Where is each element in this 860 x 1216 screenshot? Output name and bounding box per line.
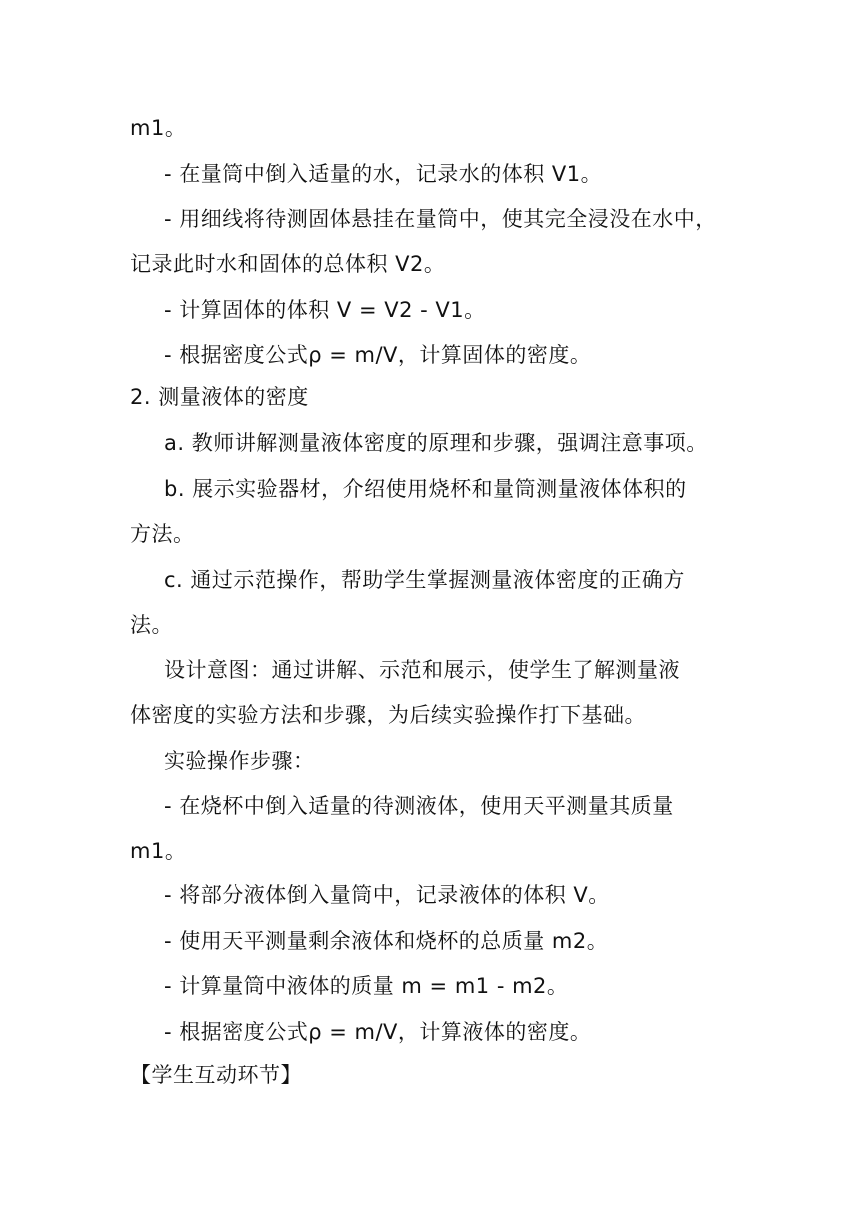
text-line: 法。 [130,613,173,637]
text-line: 方法。 [130,522,195,546]
section-heading: 【学生互动环节】 [130,1063,302,1087]
text-line: - 使用天平测量剩余液体和烧杯的总质量 m2。 [164,929,609,953]
text-line: - 根据密度公式ρ = m/V，计算液体的密度。 [164,1020,592,1044]
text-line: - 根据密度公式ρ = m/V，计算固体的密度。 [164,343,592,367]
text-line: b. 展示实验器材，介绍使用烧杯和量筒测量液体体积的 [164,477,687,501]
text-line: - 在量筒中倒入适量的水，记录水的体积 V1。 [164,162,603,186]
text-line: c. 通过示范操作，帮助学生掌握测量液体密度的正确方 [164,568,685,592]
text-line: - 在烧杯中倒入适量的待测液体，使用天平测量其质量 [164,794,674,818]
text-line: - 计算固体的体积 V = V2 - V1。 [164,298,486,322]
text-line: 设计意图：通过讲解、示范和展示，使学生了解测量液 [164,658,680,682]
text-line: 体密度的实验方法和步骤，为后续实验操作打下基础。 [130,703,646,727]
text-line: 记录此时水和固体的总体积 V2。 [130,252,446,276]
text-line: a. 教师讲解测量液体密度的原理和步骤，强调注意事项。 [164,431,708,455]
text-line: - 用细线将待测固体悬挂在量筒中，使其完全浸没在水中， [164,207,717,231]
text-line: - 计算量筒中液体的质量 m = m1 - m2。 [164,974,569,998]
text-line: 实验操作步骤： [164,749,315,773]
text-line: m1。 [130,116,187,140]
text-line: m1。 [130,839,187,863]
text-line: - 将部分液体倒入量筒中，记录液体的体积 V。 [164,883,610,907]
section-heading: 2. 测量液体的密度 [130,385,309,409]
